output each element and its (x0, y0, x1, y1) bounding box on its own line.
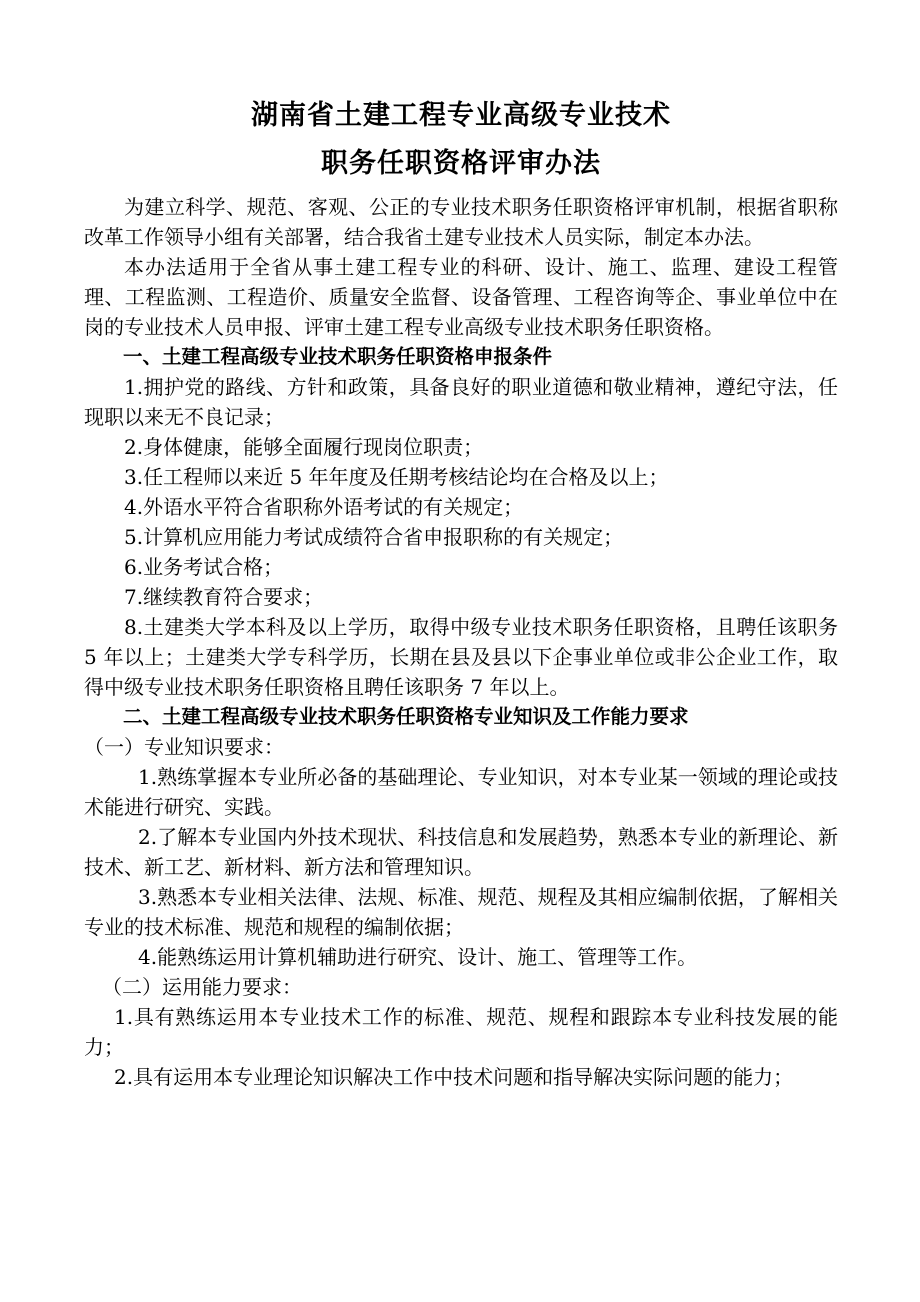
subsection-1-item: 4.能熟练运用计算机辅助进行研究、设计、施工、管理等工作。 (138, 945, 698, 969)
intro-paragraph-2: 本办法适用于全省从事土建工程专业的科研、设计、施工、监理、建设工程管理、工程监测、工程造价、质量安全监督、设备管理、工程咨询等企、事业单位中在岗的专业技术人员申报、评审土建工程专业高级专业技术职务任职资格。 (84, 255, 838, 339)
intro-paragraph-1: 为建立科学、规范、客观、公正的专业技术职务任职资格评审机制，根据省职称改革工作领导小组有关部署，结合我省土建专业技术人员实际，制定本办法。 (84, 195, 838, 249)
section-2-heading: 二、土建工程高级专业技术职务任职资格专业知识及工作能力要求 (123, 705, 689, 728)
title-line-1: 湖南省土建工程专业高级专业技术 (251, 100, 671, 131)
document-body (84, 192, 838, 1092)
section-1-item: 1.拥护党的路线、方针和政策，具备良好的职业道德和敬业精神，遵纪守法，任现职以来无不良记录； (84, 375, 838, 429)
subsection-1-item: 3.熟悉本专业相关法律、法规、标准、规范、规程及其相应编制依据，了解相关专业的技术标准、规范和规程的编制依据； (84, 885, 838, 939)
section-1-item: 7.继续教育符合要求； (124, 585, 324, 609)
subsection-1-item: 2.了解本专业国内外技术现状、科技信息和发展趋势，熟悉本专业的新理论、新技术、新工艺、新材料、新方法和管理知识。 (84, 825, 838, 879)
subsection-1-label: （一）专业知识要求： (84, 735, 284, 759)
section-1-item: 3.任工程师以来近 5 年年度及任期考核结论均在合格及以上； (124, 465, 669, 489)
section-1-heading: 一、土建工程高级专业技术职务任职资格申报条件 (123, 345, 553, 368)
section-1-item: 8.土建类大学本科及以上学历，取得中级专业技术职务任职资格，且聘任该职务 5 年以上；土建类大学专科学历，长期在县及县以下企事业单位或非公企业工作，取得中级专业技术职务任职资格且聘任该职务 7 年以上。 (84, 615, 838, 699)
section-1-item: 5.计算机应用能力考试成绩符合省申报职称的有关规定； (124, 525, 624, 549)
section-1-item: 4.外语水平符合省职称外语考试的有关规定； (124, 495, 524, 519)
subsection-1-item: 1.熟练掌握本专业所必备的基础理论、专业知识，对本专业某一领域的理论或技术能进行研究、实践。 (84, 765, 838, 819)
section-1-item: 2.身体健康，能够全面履行现岗位职责； (124, 435, 484, 459)
subsection-2-item: 1.具有熟练运用本专业技术工作的标准、规范、规程和跟踪本专业科技发展的能力； (84, 1005, 838, 1059)
subsection-2-label: （二）运用能力要求： (102, 975, 302, 999)
section-1-item: 6.业务考试合格； (124, 555, 284, 579)
title-line-2: 职务任职资格评审办法 (321, 148, 601, 179)
subsection-2-item: 2.具有运用本专业理论知识解决工作中技术问题和指导解决实际问题的能力； (114, 1065, 794, 1089)
